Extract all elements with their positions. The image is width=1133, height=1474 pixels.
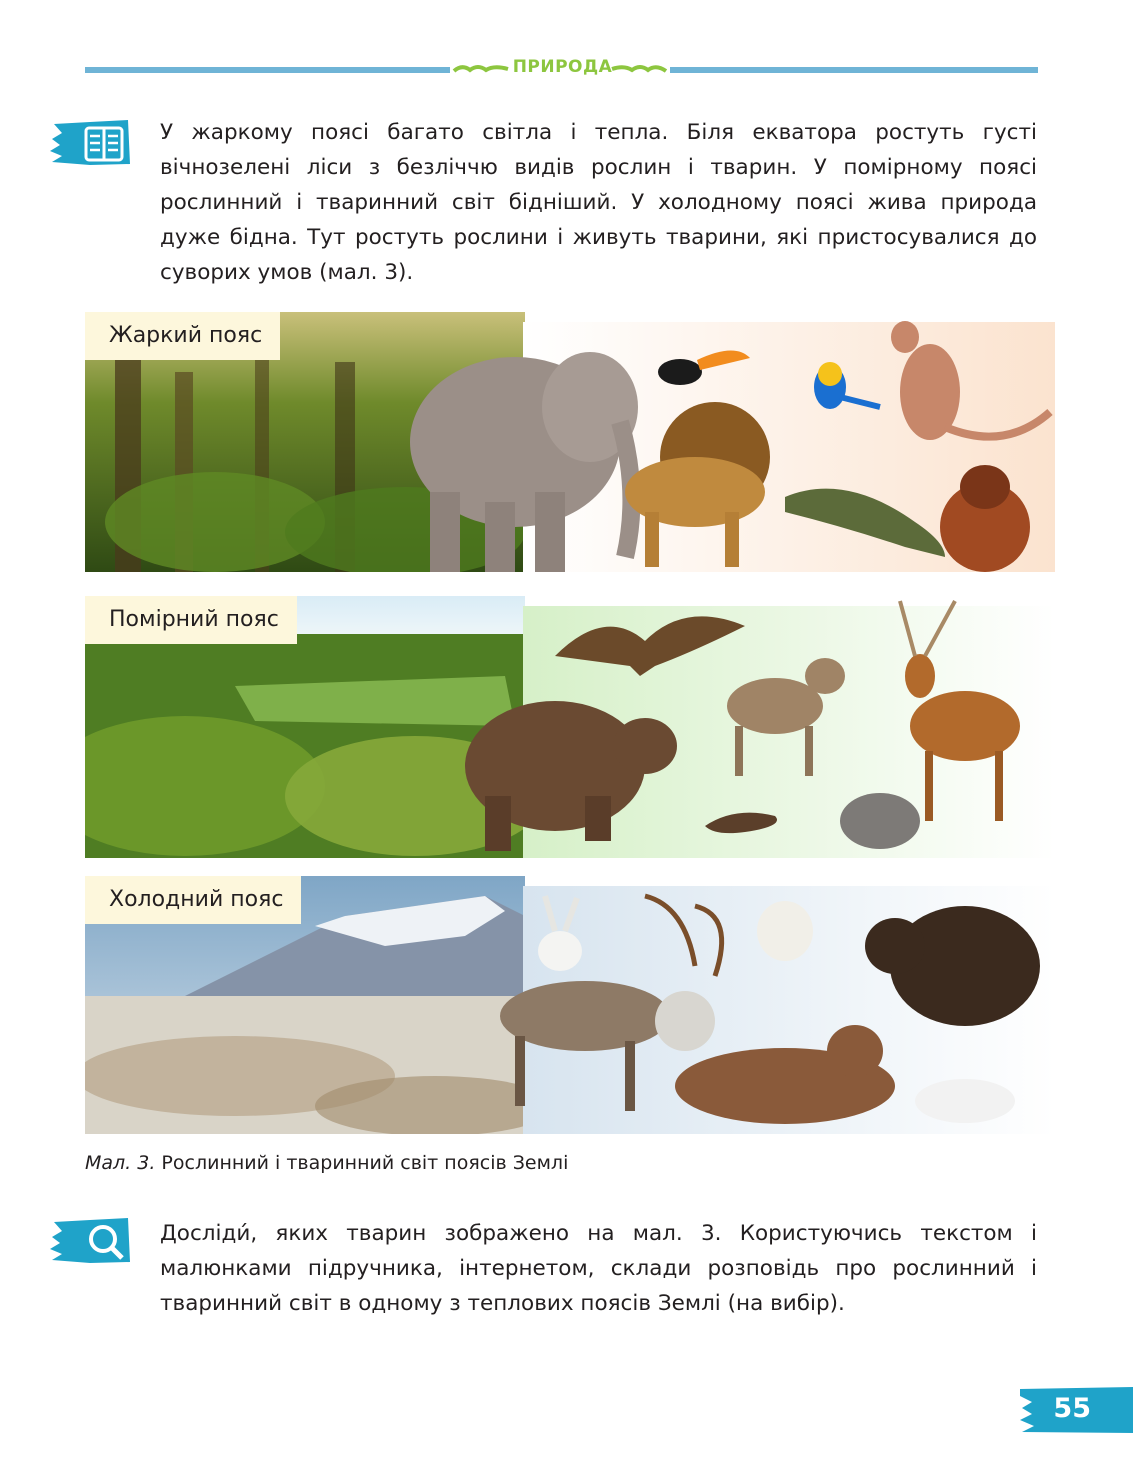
- magnifier-icon-badge: [50, 1216, 130, 1266]
- task-paragraph: Досліди́, яких тварин зображено на мал. 3. Користуючись текстом і малюнками підручника, інтернетом, склади розповідь про рослинний і тваринний світ в одному з теплових поясів Землі (на вибір).: [160, 1221, 1037, 1316]
- snowy-owl-illustration: [757, 901, 813, 961]
- page-number: 55: [1053, 1393, 1091, 1424]
- caption-text: Рослинний і тваринний світ поясів Землі: [155, 1152, 569, 1174]
- arctic-fox-illustration: [915, 1079, 1015, 1123]
- raccoon-illustration: [840, 793, 920, 849]
- cold-belt-panel: [85, 876, 1055, 1134]
- page-number-badge: [1020, 1385, 1133, 1435]
- hot-belt-label: Жаркий пояс: [85, 312, 280, 360]
- header-leaf-decoration-right: [610, 62, 668, 76]
- caption-prefix: Мал. 3.: [85, 1152, 156, 1174]
- temperate-belt-panel: [85, 596, 1055, 858]
- cold-belt-label: Холодний пояс: [85, 876, 301, 924]
- header-rule-left: [85, 67, 450, 73]
- header-rule-right: [670, 67, 1038, 73]
- header-title: ПРИРОДА: [512, 57, 613, 77]
- book-icon: [50, 118, 132, 168]
- temperate-belt-label: Помірний пояс: [85, 596, 297, 644]
- hot-belt-panel: [85, 312, 1055, 572]
- intro-paragraph: У жаркому поясі багато світла і тепла. Біля екватора ростуть густі вічнозелені ліси з безліччю видів рослин і тварин. У помірному поясі рослинний і тваринний світ бідніший. У холодному поясі жива природа дуже бідна. Тут ростуть рослини і живуть тварини, які пристосувалися до суворих умов (мал. 3).: [160, 120, 1037, 285]
- book-icon-badge: [50, 118, 130, 168]
- figure-caption: [85, 1152, 568, 1174]
- magnifier-icon: [50, 1216, 132, 1266]
